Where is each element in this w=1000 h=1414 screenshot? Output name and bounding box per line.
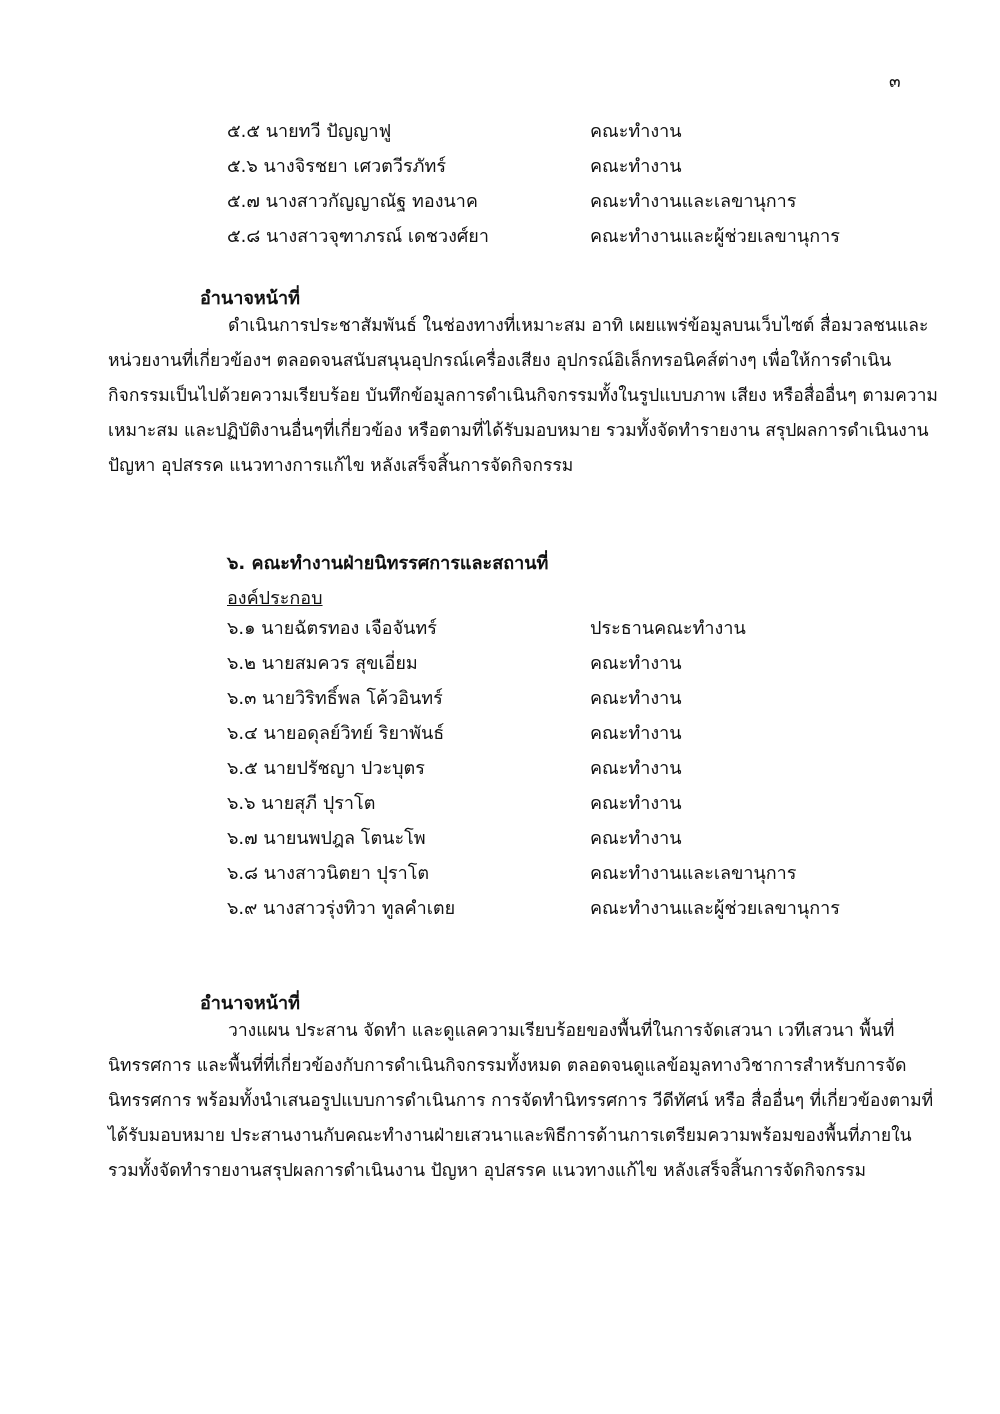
section-title: ๖. คณะทำงานฝ่ายนิทรรศการและสถานที่: [227, 553, 549, 574]
member-role: คณะทำงานและผู้ช่วยเลขานุการ: [590, 898, 840, 919]
paragraph-line: เหมาะสม และปฏิบัติงานอื่นๆที่เกี่ยวข้อง หรือตามที่ได้รับมอบหมาย รวมทั้งจัดทำรายงาน สรุปผลการดำเนินงาน: [108, 421, 929, 441]
duties-paragraph: [108, 1014, 934, 1189]
member-row: [227, 649, 847, 679]
member-role: คณะทำงาน: [590, 688, 682, 709]
duties-paragraph: [108, 309, 938, 484]
paragraph-line: นิทรรศการ และพื้นที่ที่เกี่ยวข้องกับการดำเนินกิจกรรมทั้งหมด ตลอดจนดูแลข้อมูลทางวิชาการสำหรับการจัด: [108, 1056, 907, 1076]
member-row: [227, 684, 847, 714]
paragraph-line: รวมทั้งจัดทำรายงานสรุปผลการดำเนินงาน ปัญหา อุปสรรค แนวทางแก้ไข หลังเสร็จสิ้นการจัดกิจกรรม: [108, 1161, 867, 1181]
member-role: คณะทำงาน: [590, 156, 682, 177]
member-name: ๕.๕ นายทวี ปัญญาฟู: [227, 121, 392, 142]
duties-heading: อำนาจหน้าที่: [200, 993, 301, 1014]
member-row: [227, 719, 847, 749]
member-role: คณะทำงานและผู้ช่วยเลขานุการ: [590, 226, 840, 247]
member-role: คณะทำงาน: [590, 758, 682, 779]
member-name: ๕.๗ นางสาวกัญญาณัฐ ทองนาค: [227, 191, 478, 212]
member-row: [227, 222, 847, 252]
duties-heading: อำนาจหน้าที่: [200, 288, 301, 309]
member-role: คณะทำงานและเลขานุการ: [590, 863, 797, 884]
member-name: ๖.๗ นายนพปฎล โตนะโพ: [227, 828, 426, 849]
member-row: [227, 117, 847, 147]
member-row: [227, 824, 847, 854]
member-name: ๖.๘ นางสาวนิตยา ปุราโต: [227, 863, 430, 884]
member-role: คณะทำงาน: [590, 121, 682, 142]
member-row: [227, 859, 847, 889]
paragraph-line: ปัญหา อุปสรรค แนวทางการแก้ไข หลังเสร็จสิ้นการจัดกิจกรรม: [108, 456, 574, 476]
member-role: คณะทำงาน: [590, 793, 682, 814]
member-row: [227, 894, 847, 924]
member-name: ๖.๖ นายสุภี ปุราโต: [227, 793, 376, 814]
member-name: ๖.๑ นายฉัตรทอง เจือจันทร์: [227, 618, 437, 639]
member-name: ๖.๕ นายปรัชญา ปวะบุตร: [227, 758, 425, 779]
paragraph-line: วางแผน ประสาน จัดทำ และดูแลความเรียบร้อยของพื้นที่ในการจัดเสวนา เวทีเสวนา พื้นที่: [228, 1021, 895, 1041]
paragraph-line: กิจกรรมเป็นไปด้วยความเรียบร้อย บันทึกข้อมูลการดำเนินกิจกรรมทั้งในรูปแบบภาพ เสียง หรือสื่ออื่นๆ ตามความ: [108, 386, 938, 406]
member-role: คณะทำงานและเลขานุการ: [590, 191, 797, 212]
paragraph-line: ได้รับมอบหมาย ประสานงานกับคณะทำงานฝ่ายเสวนาและพิธีการด้านการเตรียมความพร้อมของพื้นที่ภายใน: [108, 1126, 912, 1146]
member-role: คณะทำงาน: [590, 723, 682, 744]
member-row: [227, 754, 847, 784]
member-row: [227, 614, 847, 644]
paragraph-line: ดำเนินการประชาสัมพันธ์ ในช่องทางที่เหมาะสม อาทิ เผยแพร่ข้อมูลบนเว็บไซต์ สื่อมวลชนและ: [228, 316, 929, 336]
member-row: [227, 187, 847, 217]
member-name: ๖.๙ นางสาวรุ่งทิวา ทูลคำเตย: [227, 898, 456, 919]
member-role: คณะทำงาน: [590, 828, 682, 849]
member-name: ๕.๖ นางจิรชยา เศวตวีรภัทร์: [227, 156, 447, 177]
paragraph-line: หน่วยงานที่เกี่ยวข้องฯ ตลอดจนสนับสนุนอุปกรณ์เครื่องเสียง อุปกรณ์อิเล็กทรอนิคส์ต่างๆ เพื่อให้การดำเนิน: [108, 351, 892, 371]
member-name: ๖.๔ นายอดุลย์วิทย์ ริยาพันธ์: [227, 723, 445, 744]
member-role: คณะทำงาน: [590, 653, 682, 674]
composition-label: องค์ประกอบ: [227, 588, 323, 609]
member-name: ๖.๓ นายวิริทธิ์พล โค้วอินทร์: [227, 688, 443, 709]
member-row: [227, 152, 847, 182]
paragraph-line: นิทรรศการ พร้อมทั้งนำเสนอรูปแบบการดำเนินการ การจัดทำนิทรรศการ วีดีทัศน์ หรือ สื่ออื่นๆ ที่เกี่ยวข้องตามที่: [108, 1091, 934, 1111]
member-role: ประธานคณะทำงาน: [590, 618, 746, 639]
member-name: ๖.๒ นายสมควร สุขเอี่ยม: [227, 653, 418, 674]
member-row: [227, 789, 847, 819]
page-number: ๓: [889, 72, 901, 92]
member-name: ๕.๘ นางสาวจุฑาภรณ์ เดชวงศ์ยา: [227, 226, 489, 247]
